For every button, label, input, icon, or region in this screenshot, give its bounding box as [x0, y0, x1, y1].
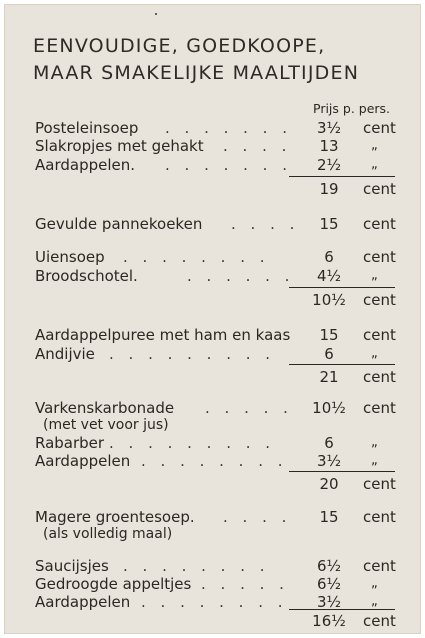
dish-price: 3½: [316, 119, 342, 137]
dish-name: Aardappelen: [35, 593, 131, 611]
print-speck: [155, 13, 157, 15]
menu-item: [5, 136, 421, 156]
dish-price: 15: [319, 215, 339, 233]
leader-dots: . . . . . . . . .: [109, 345, 276, 363]
sum-rule: [289, 609, 395, 610]
page-title-line-1: EENVOUDIGE, GOEDKOOPE,: [33, 35, 326, 57]
dish-price: 4½: [316, 267, 342, 285]
menu-total: [5, 179, 421, 199]
ditto-mark: „: [371, 268, 378, 283]
price-unit: cent: [363, 368, 396, 386]
ditto-mark: „: [371, 435, 378, 450]
dish-price: 15: [319, 326, 339, 344]
price-unit: cent: [363, 248, 396, 266]
menu-item: [5, 344, 421, 364]
menu-item: [5, 155, 421, 175]
leader-dots: . . . . . .: [187, 267, 295, 285]
leader-dots: . . . . . . . .: [123, 248, 270, 266]
menu-total: [5, 290, 421, 310]
menu-total: [5, 611, 421, 631]
leader-dots: . . . .: [223, 137, 292, 155]
price-unit: cent: [363, 557, 396, 575]
leader-dots: . . . . .: [201, 575, 289, 593]
sum-rule: [289, 287, 395, 288]
leader-dots: . . . .: [231, 215, 300, 233]
menu-item: [5, 451, 421, 471]
price-unit: cent: [363, 399, 396, 417]
dish-name: Varkenskarbonade: [35, 399, 175, 417]
leader-dots: . . . . .: [205, 399, 293, 417]
dish-note: (als volledig maal): [43, 526, 173, 542]
leader-dots: . . . .: [223, 508, 292, 526]
dish-price: 15: [319, 508, 339, 526]
dish-price: 13: [319, 137, 339, 155]
menu-item: [5, 325, 421, 345]
sum-rule: [289, 364, 395, 365]
dish-name: Andijvie: [35, 345, 95, 363]
dish-price: 2½: [316, 156, 342, 174]
dish-name: Broodschotel.: [35, 267, 138, 285]
dish-price: 6: [324, 434, 334, 452]
dish-name: Gevulde pannekoeken: [35, 215, 203, 233]
price-unit: cent: [363, 326, 396, 344]
total-price: 10½: [312, 291, 346, 309]
ditto-mark: „: [371, 346, 378, 361]
total-price: 21: [319, 368, 339, 386]
total-price: 20: [319, 475, 339, 493]
dish-name: Aardappelen: [35, 452, 131, 470]
menu-total: [5, 474, 421, 494]
price-unit: cent: [363, 508, 396, 526]
total-price: 16½: [312, 612, 346, 630]
dish-name: Aardappelen.: [35, 156, 136, 174]
dish-price: 6½: [316, 575, 342, 593]
total-price: 19: [319, 180, 339, 198]
menu-item: [5, 433, 421, 453]
dish-price: 6: [324, 248, 334, 266]
price-column-header: Prijs p. pers.: [313, 101, 391, 116]
menu-item: [5, 247, 421, 267]
dish-price: 10½: [312, 399, 346, 417]
dish-price: 6: [324, 345, 334, 363]
price-unit: cent: [363, 119, 396, 137]
leader-dots: . . . . . . . .: [123, 557, 270, 575]
dish-name: Slakropjes met gehakt: [35, 137, 204, 155]
price-unit: cent: [363, 180, 396, 198]
dish-name: Uiensoep: [35, 248, 105, 266]
ditto-mark: „: [371, 138, 378, 153]
menu-item: [5, 266, 421, 286]
menu-page: [4, 4, 421, 634]
dish-name: Saucijsjes: [35, 557, 109, 575]
menu-item: [5, 214, 421, 234]
sum-rule: [289, 176, 395, 177]
ditto-mark: „: [371, 576, 378, 591]
sum-rule: [289, 471, 395, 472]
ditto-mark: „: [371, 157, 378, 172]
dish-note: (met vet voor jus): [43, 417, 169, 433]
menu-item: [5, 118, 421, 138]
leader-dots: . . . . . . . .: [141, 593, 288, 611]
price-unit: cent: [363, 291, 396, 309]
price-unit: cent: [363, 475, 396, 493]
leader-dots: . . . . . . .: [165, 119, 292, 137]
leader-dots: . . . . . . . .: [141, 452, 288, 470]
leader-dots: . . . . . . . . .: [109, 434, 276, 452]
menu-item: [5, 574, 421, 594]
dish-price: 3½: [316, 593, 342, 611]
page-title-line-2: MAAR SMAKELIJKE MAALTIJDEN: [33, 62, 360, 84]
dish-note-row: [5, 524, 421, 544]
price-unit: cent: [363, 612, 396, 630]
ditto-mark: „: [371, 453, 378, 468]
dish-name: Rabarber: [35, 434, 105, 452]
dish-note-row: [5, 415, 421, 435]
dish-name: Magere groentesoep.: [35, 508, 195, 526]
ditto-mark: „: [371, 594, 378, 609]
leader-dots: . . . . . . .: [165, 156, 292, 174]
dish-price: 3½: [316, 452, 342, 470]
dish-price: 6½: [316, 557, 342, 575]
dish-name: Posteleinsoep: [35, 119, 139, 137]
dish-name: Gedroogde appeltjes: [35, 575, 192, 593]
menu-total: [5, 367, 421, 387]
menu-item: [5, 556, 421, 576]
price-unit: cent: [363, 215, 396, 233]
dish-name: Aardappelpuree met ham en kaas: [35, 326, 291, 344]
